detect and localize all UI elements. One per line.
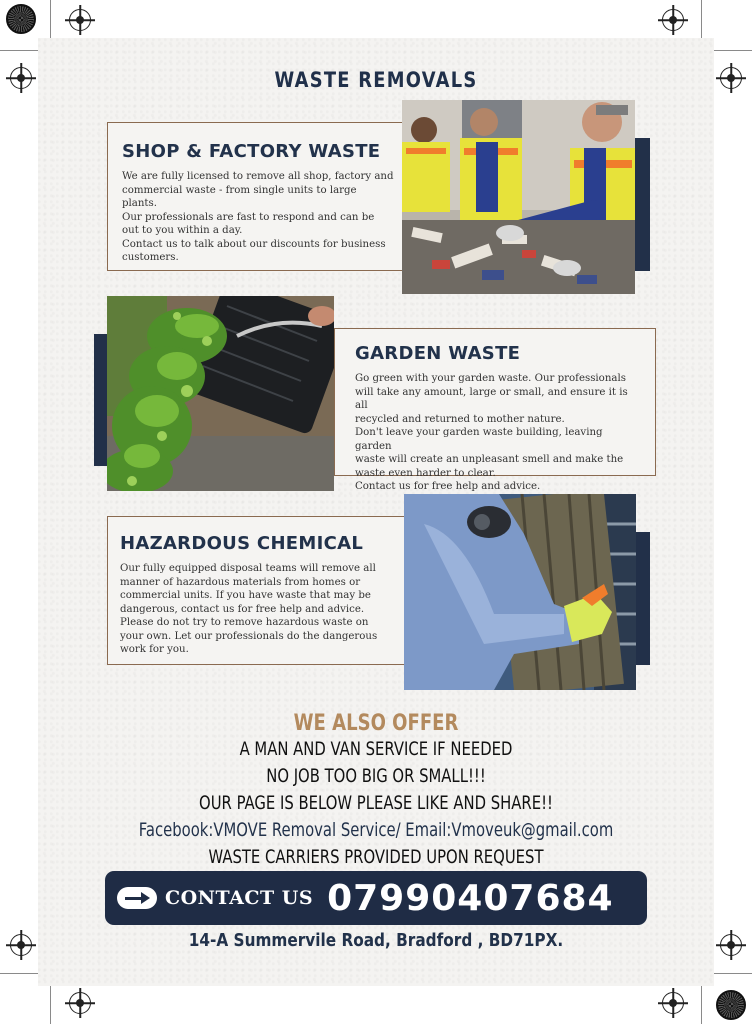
page-title: WASTE REMOVALS <box>274 68 478 92</box>
crop-line <box>701 0 702 40</box>
crop-line <box>50 0 51 40</box>
section-title: GARDEN WASTE <box>355 343 521 364</box>
offer-line: WASTE CARRIERS PROVIDED UPON REQUEST <box>208 846 544 868</box>
section-title: HAZARDOUS CHEMICAL <box>120 533 364 554</box>
registration-crosshair-icon <box>662 9 684 31</box>
registration-crosshair-icon <box>10 934 32 956</box>
crop-line <box>0 50 40 51</box>
arrow-right-icon <box>117 887 157 909</box>
registration-crosshair-icon <box>662 992 684 1014</box>
protective-suit-illustration <box>404 494 636 690</box>
registration-crosshair-icon <box>720 934 742 956</box>
garden-waste-section <box>334 328 656 492</box>
registration-crosshair-icon <box>69 9 91 31</box>
registration-sunburst-icon <box>6 4 36 34</box>
crop-line <box>712 50 752 51</box>
flyer-sheet <box>38 38 714 986</box>
registration-crosshair-icon <box>10 67 32 89</box>
registration-crosshair-icon <box>69 992 91 1014</box>
recycling-workers-photo <box>402 100 635 294</box>
hazardous-chemical-section <box>107 516 409 665</box>
section-body: Our fully equipped disposal teams will remove all manner of hazardous materials from homes or commercial units. If you have waste that may be dangerous, contact us for free help and advice. Please do not try to remove hazardous waste on your own. Let our professionals do the dangerous work for you. <box>120 563 378 655</box>
crop-line <box>0 973 40 974</box>
crop-line <box>50 984 51 1024</box>
protective-suit-worker-photo <box>404 494 636 690</box>
contact-label: CONTACT US <box>165 887 314 909</box>
section-body: Go green with your garden waste. Our professionals will take any amount, large or small, and ensure it is all recycled and returned to mother nature. Don't leave your garden waste building, leaving garden waste will create an unpleasant smell and make the waste even harder to clear. Contact us for free help and advice. <box>355 373 628 492</box>
crop-line <box>701 984 702 1024</box>
offer-title: WE ALSO OFFER <box>293 711 459 736</box>
offer-line: A MAN AND VAN SERVICE IF NEEDED <box>239 738 513 760</box>
address: 14-A Summervile Road, Bradford , BD71PX. <box>188 930 564 951</box>
offer-line: NO JOB TOO BIG OR SMALL!!! <box>266 765 486 787</box>
shop-factory-section <box>107 122 409 271</box>
offer-line: OUR PAGE IS BELOW PLEASE LIKE AND SHARE!! <box>199 792 553 814</box>
registration-sunburst-icon <box>716 990 746 1020</box>
recycling-workers-illustration <box>402 100 635 294</box>
section-body: We are fully licensed to remove all shop, factory and commercial waste - from single units to large plants. Our professionals are fast to respond and can be out to you within a day. Contact us to talk about our discounts for business customers. <box>122 171 394 263</box>
phone-number[interactable]: 07990407684 <box>327 877 614 919</box>
section-title: SHOP & FACTORY WASTE <box>122 141 381 162</box>
crop-line <box>712 973 752 974</box>
grass-clippings-photo <box>107 296 334 491</box>
social-contact-line[interactable]: Facebook:VMOVE Removal Service/ Email:Vmoveuk@gmail.com <box>138 819 614 841</box>
contact-bar[interactable] <box>105 871 647 925</box>
grass-clippings-illustration <box>107 296 334 491</box>
registration-crosshair-icon <box>720 67 742 89</box>
